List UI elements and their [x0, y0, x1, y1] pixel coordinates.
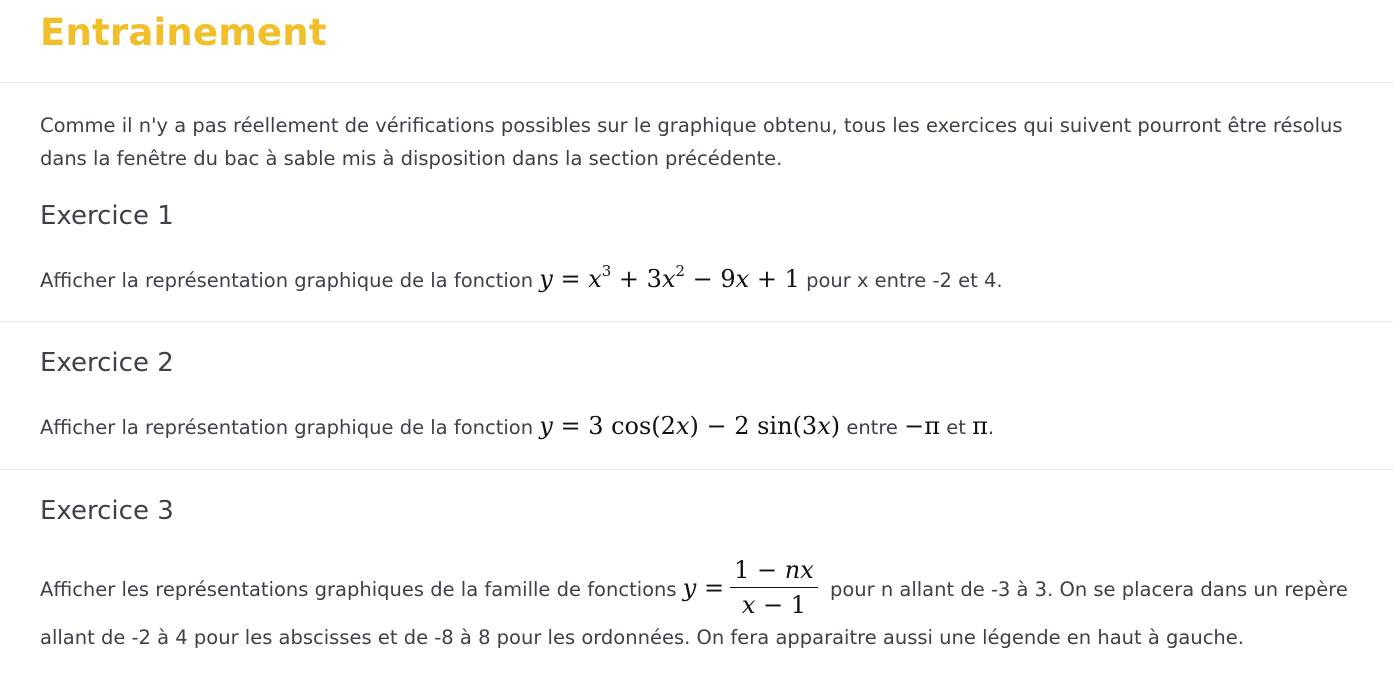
- section-exercise-3: [0, 470, 1393, 698]
- page-header: [0, 0, 1393, 83]
- exercise-3-formula: [682, 556, 824, 619]
- page-title: Entrainement: [40, 11, 327, 54]
- exercise-1-statement: [40, 263, 1003, 297]
- exercise-3-fraction: [730, 553, 818, 622]
- exercise-2-formula: y = 3 cos(2x) − 2 sin(3x): [539, 412, 841, 440]
- exercise-1-text-after: pour x entre -2 et 4.: [806, 269, 1003, 292]
- section-exercise-2: [0, 322, 1393, 470]
- exercise-2-text-after-3: .: [987, 416, 995, 439]
- exercise-3-fraction-denominator: x − 1: [741, 591, 806, 619]
- exercise-2-text-after-2: et: [946, 416, 966, 439]
- intro-line-2: dans la fenêtre du bac à sable mis à disposition dans la section précédente.: [40, 147, 783, 170]
- exercise-3-text-before: Afficher les représentations graphiques de la famille de fonctions: [40, 578, 677, 601]
- exercise-2-statement: [40, 410, 994, 444]
- exercise-1-text-before: Afficher la représentation graphique de la fonction: [40, 269, 534, 292]
- exercise-3-formula-lhs: y =: [682, 574, 725, 602]
- exercise-2-heading: Exercice 2: [40, 348, 174, 378]
- exercise-3-heading: Exercice 3: [40, 496, 174, 526]
- exercise-2-range-start: −π: [904, 412, 941, 440]
- section-exercise-1: [0, 83, 1393, 322]
- exercise-2-range-end: π: [972, 412, 988, 440]
- exercise-2-text-before: Afficher la représentation graphique de la fonction: [40, 416, 534, 439]
- exercise-3-fraction-numerator: 1 − nx: [730, 553, 818, 588]
- intro-line-1: Comme il n'y a pas réellement de vérifications possibles sur le graphique obtenu, tous les exercices qui suivent pourront être résolus: [40, 114, 1343, 137]
- exercise-3-line-2: allant de -2 à 4 pour les abscisses et de -8 à 8 pour les ordonnées. On fera apparaitre aussi une légende en haut à gauche.: [40, 626, 1244, 649]
- exercise-1-formula: $y = x^3 + 3x^2 - 9x + 1$: [539, 262, 800, 293]
- exercise-3-statement: [40, 553, 1348, 625]
- exercise-1-heading: Exercice 1: [40, 201, 174, 231]
- exercise-3-text-after: pour n allant de -3 à 3. On se placera dans un repère: [829, 578, 1348, 601]
- exercise-2-text-after-1: entre: [846, 416, 898, 439]
